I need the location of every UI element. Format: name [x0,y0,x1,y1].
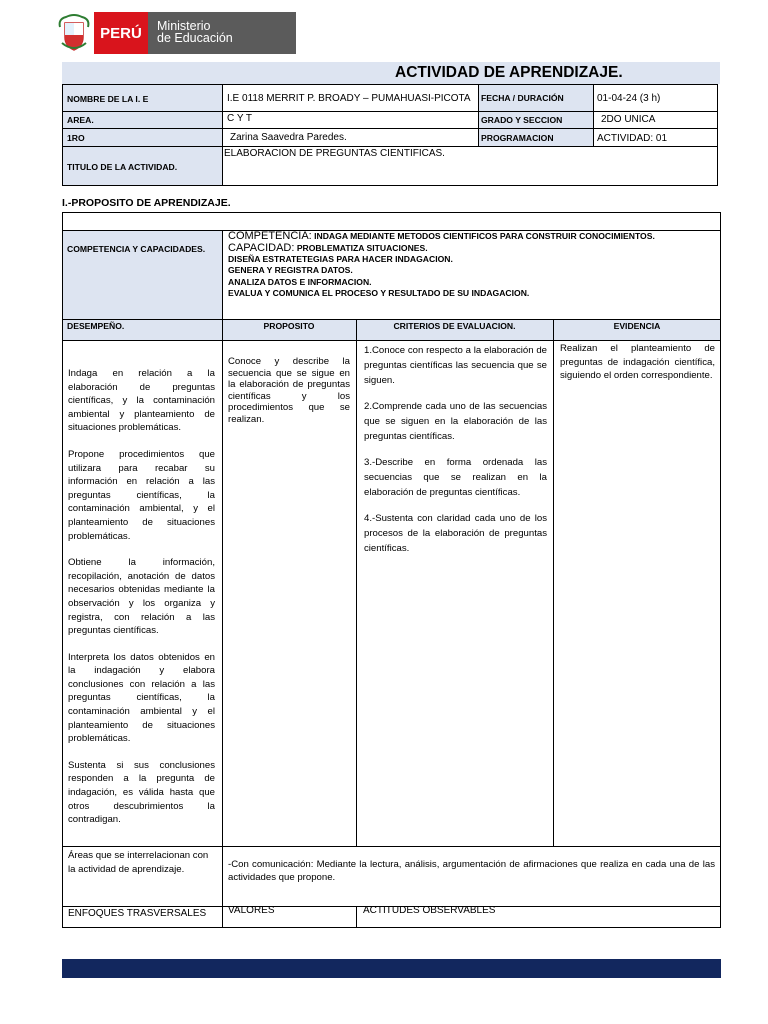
area-value: C Y T [227,113,253,124]
enfoques-label: ENFOQUES TRASVERSALES [68,908,207,919]
table-line-header-bottom [62,340,721,341]
desempeno-item: Propone procedimientos que utilizara para recabar su información en relación a las preguntas científicas, la contaminación ambiental, y el planteamiento de situaciones problemáticas. [68,448,215,542]
area-label: AREA. [67,115,94,125]
peru-label: PERÚ [94,12,148,54]
competencia-text: INDAGA MEDIANTE METODOS CIENTIFICOS PARA CONSTRUIR CONOCIMIENTOS. [314,231,655,241]
programacion-value: ACTIVIDAD: 01 [597,133,668,144]
capacidad-text: PROBLEMATIZA SITUACIONES. [296,243,428,253]
footer-bar [62,959,721,978]
info-row-line-1 [62,111,718,112]
areas-label: Áreas que se interrelacionan con la actividad de aprendizaje. [68,850,209,875]
nombre-value: I.E 0118 MERRIT P. BROADY – PUMAHUASI-PICOTA [227,93,471,104]
titulo-label: TITULO DE LA ACTIVIDAD. [67,162,178,172]
criterios-cell [364,343,547,567]
info-col-line-2 [478,84,479,146]
criterio-item: 1.Conoce con respecto a la elaboración de preguntas científicas las secuencia que se siguen. [364,345,547,386]
desempeno-item: Sustenta si sus conclusiones responden a la pregunta de indagación, es válida hasta que otros descubrimientos la contradigan. [68,759,215,826]
competencia-key: COMPETENCIA: [228,230,312,242]
capacidad-item: DISEÑA ESTRATETEGIAS PARA HACER INDAGACION. [228,254,453,264]
evidencia-text: Realizan el planteamiento de preguntas de indagación científica, siguiendo el orden correspondiente. [560,343,715,382]
capacidad-item: ANALIZA DATOS E INFORMACION. [228,276,372,287]
title-band [62,62,720,84]
desempeno-cell [68,367,215,840]
col-header-criterios: CRITERIOS DE EVALUACION. [393,321,516,331]
section-1-title: I.-PROPOSITO DE APRENDIZAJE. [62,197,231,209]
info-row-line-2 [62,128,718,129]
ministry-line-2: de Educación [157,31,233,45]
table-col-line-1 [222,230,223,928]
capacidades-list [228,254,529,299]
minedu-logo [54,12,296,54]
proposito-cell [228,356,350,438]
criterio-item: 2.Comprende cada uno de las secuencias que se siguen en la elaboración de las preguntas científicas. [364,401,547,442]
col-header-evidencia: EVIDENCIA [613,321,661,331]
table-line-body-bottom [62,846,721,847]
capacidad-item: EVALUA Y COMUNICA EL PROCESO Y RESULTADO DE SU INDAGACION. [228,287,530,298]
col-header-proposito: PROPOSITO [263,321,315,331]
nombre-label: NOMBRE DE LA I. E [67,94,149,104]
info-col-line-1 [222,84,223,186]
competencia-label: COMPETENCIA Y CAPACIDADES. [67,244,206,254]
table-col-line-2 [356,319,357,846]
docente-value: Zarina Saavedra Paredes. [230,132,347,143]
capacidad-item: GENERA Y REGISTRA DATOS. [228,265,353,276]
table-col-line-3 [553,319,554,846]
desempeno-item: Obtiene la información, recopilación, anotación de datos necesarios obtenidas mediante la observación y los organiza y registra, con relación a las preguntas científicas. [68,557,215,637]
docente-label: 1RO [67,133,85,143]
criterio-item: 4.-Sustenta con claridad cada uno de los procesos de la elaboración de preguntas científicas. [364,513,547,554]
ministry-label [148,12,296,54]
fecha-label: FECHA / DURACIÓN [481,93,564,103]
grado-label: GRADO Y SECCION [481,115,563,125]
col-header-desempeno: DESEMPEÑO. [67,321,125,331]
table-col-line-2b [356,906,357,928]
info-col-line-3 [593,84,594,146]
valores-label: VALORES [228,905,275,916]
titulo-value: ELABORACION DE PREGUNTAS CIENTIFICAS. [224,148,445,159]
capacidad-key: CAPACIDAD: [228,242,295,254]
evidencia-cell [560,342,715,396]
actitudes-label: ACTITUDES OBSERVABLES [363,905,496,916]
proposito-text: Conoce y describe la secuencia que se sigue en la elaboración de preguntas científicas y los procedimientos que se realizan. [228,356,350,425]
competencia-line [228,230,655,242]
programacion-label: PROGRAMACION [481,133,554,143]
capacidad-line [228,242,428,254]
ministry-line-1: Ministerio [157,19,211,33]
grado-value: 2DO UNICA [601,114,656,125]
desempeno-item: Indaga en relación a la elaboración de preguntas científicas, y la contaminación ambiental y planteamiento de situaciones problemáticas. [68,368,215,434]
criterio-item: 3.-Describe en forma ordenada las secuencias que se realizan en la elaboración de preguntas científicas. [364,457,547,498]
desempeno-item: Interpreta los datos obtenidos en la indagación y elabora conclusiones con relación a las preguntas científicas, la contaminación ambiental y el planteamiento de situaciones problemáticas. [68,651,215,745]
coat-of-arms-icon [54,12,94,54]
fecha-value: 01-04-24 (3 h) [597,93,661,104]
areas-value: -Con comunicación: Mediante la lectura, análisis, argumentación de afirmaciones que realiza en cada una de las actividades que propone. [228,859,715,884]
document-title: ACTIVIDAD DE APRENDIZAJE. [395,64,623,81]
info-row-line-3 [62,146,718,147]
